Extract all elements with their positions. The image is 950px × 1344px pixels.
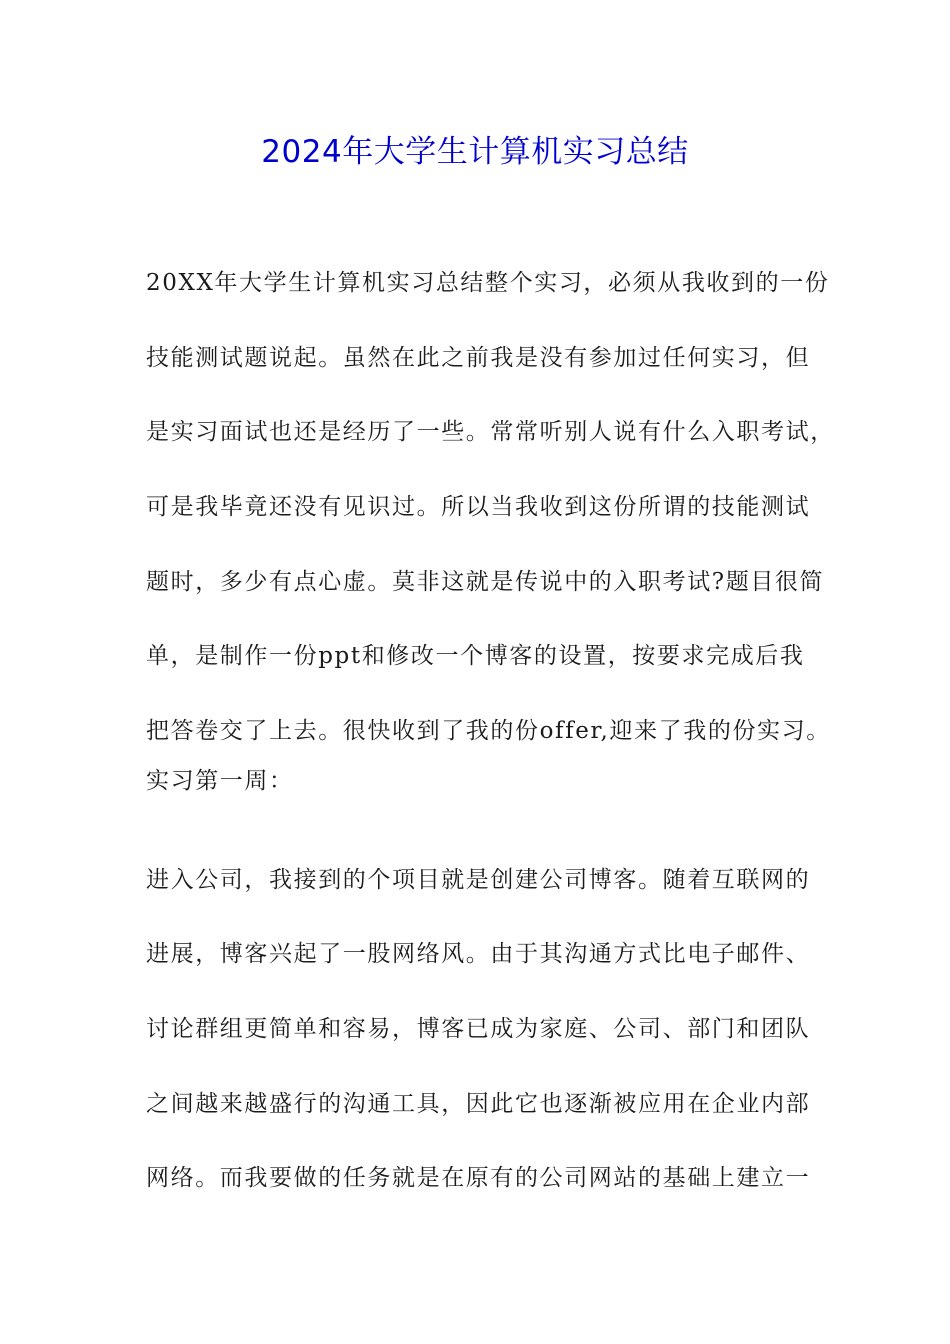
paragraph-line: 单，是制作一份ppt和修改一个博客的设置，按要求完成后我	[146, 643, 805, 669]
section-heading: 实习第一周：	[146, 768, 294, 794]
document-title: 2024年大学生计算机实习总结	[261, 134, 689, 170]
paragraph-line: 讨论群组更简单和容易，博客已成为家庭、公司、部门和团队	[146, 1016, 811, 1042]
paragraph-line: 20XX年大学生计算机实习总结整个实习，必须从我收到的一份	[146, 270, 830, 296]
paragraph-line: 进展，博客兴起了一股网络风。由于其沟通方式比电子邮件、	[146, 941, 811, 967]
paragraph-line: 是实习面试也还是经历了一些。常常听别人说有什么入职考试，	[146, 419, 835, 445]
paragraph-line: 之间越来越盛行的沟通工具，因此它也逐渐被应用在企业内部	[146, 1091, 811, 1117]
paragraph-line: 进入公司，我接到的个项目就是创建公司博客。随着互联网的	[146, 867, 811, 893]
paragraph-line: 网络。而我要做的任务就是在原有的公司网站的基础上建立一	[146, 1165, 811, 1191]
paragraph-line: 题时，多少有点心虚。莫非这就是传说中的入职考试?题目很简	[146, 569, 825, 595]
paragraph-line: 技能测试题说起。虽然在此之前我是没有参加过任何实习，但	[146, 345, 811, 371]
paragraph-line: 把答卷交了上去。很快收到了我的份offer,迎来了我的份实习。	[146, 718, 831, 744]
paragraph-line: 可是我毕竟还没有见识过。所以当我收到这份所谓的技能测试	[146, 494, 811, 520]
